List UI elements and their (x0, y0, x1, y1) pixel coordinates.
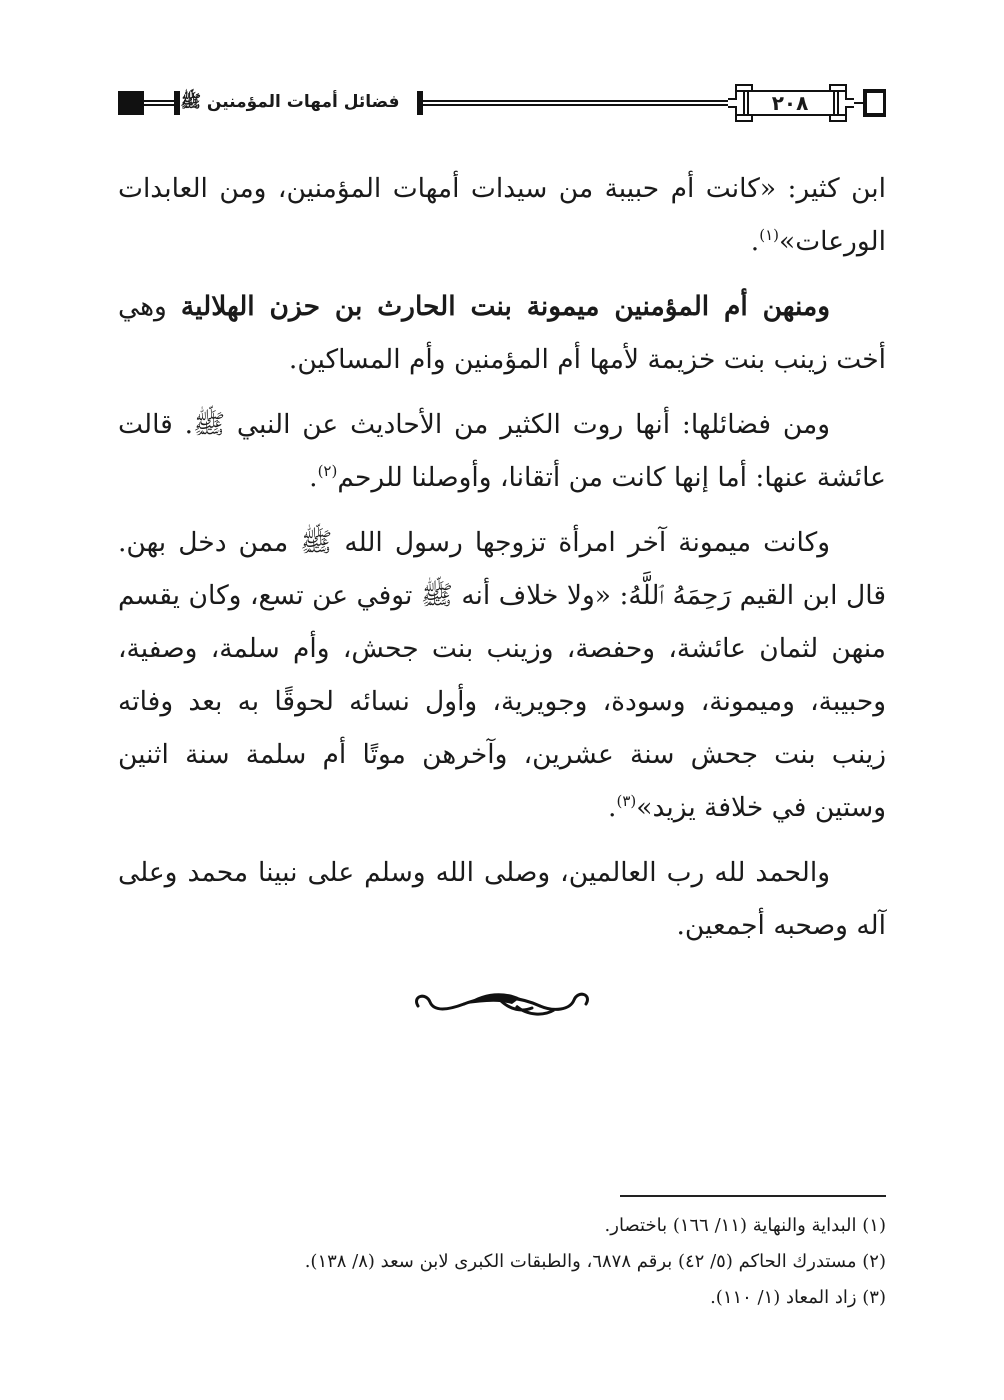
footnote-ref-1: (١) (759, 226, 780, 245)
footnote-2: (٢) مستدرك الحاكم (٥/ ٤٢) برقم ٦٨٧٨، والطبقات الكبرى لابن سعد (٨/ ١٣٨). (304, 1251, 886, 1272)
page-number: ٢٠٨ (771, 91, 809, 115)
divider-ornament (404, 982, 600, 1024)
paragraph-2: ومنهن أم المؤمنين ميمونة بنت الحارث بن حزن الهلالية وهي أخت زينب بنت خزيمة لأمها أم المؤمنين وأم المساكين. (118, 291, 886, 375)
footnote-ref-3: (٣) (616, 792, 637, 811)
paragraph-5: والحمد لله رب العالمين، وصلى الله وسلم على نبينا محمد وعلى آله وصحبه أجمعين. (118, 857, 886, 941)
paragraph-3: ومن فضائلها: أنها روت الكثير من الأحاديث عن النبي ﷺ. قالت عائشة عنها: أما إنها كانت من أتقانا، وأوصلنا للرحم$^{(٢)}$. (118, 409, 886, 493)
running-title: فضائل أمهات المؤمنين ﷺ (180, 91, 400, 112)
footnote-ref-2: (٢) (317, 462, 338, 481)
footnotes (118, 1208, 886, 1316)
footnote-1: (١) البداية والنهاية (١١/ ١٦٦) باختصار. (604, 1215, 886, 1236)
paragraph-4: وكانت ميمونة آخر امرأة تزوجها رسول الله ﷺ ممن دخل بهن. قال ابن القيم رَحِمَهُ ٱللَّهُ: «ولا خلاف أنه ﷺ توفي عن تسع، وكان يقسم منهن لثمان عائشة، وحفصة، وزينب بنت جحش، وأم سلمة، وصفية، وحبيبة، وميمونة، وسودة، وجويرية، وأول نسائه لحوقًا به بعد وفاته زينب بنت جحش سنة عشرين، وآخرهن موتًا أم سلمة سنة اثنين وستين في خلافة يزيد»$^{(٣)}$. (118, 527, 886, 823)
footnote-separator (620, 1195, 886, 1197)
body-text (118, 162, 886, 964)
footnote-3: (٣) زاد المعاد (١/ ١١٠). (710, 1287, 886, 1308)
paragraph-1: ابن كثير: «كانت أم حبيبة من سيدات أمهات المؤمنين، ومن العابدات الورعات»$^{(١)}$. (118, 173, 886, 257)
bold-heading-maymuna: ومنهن أم المؤمنين ميمونة بنت الحارث بن حزن الهلالية (180, 291, 830, 322)
